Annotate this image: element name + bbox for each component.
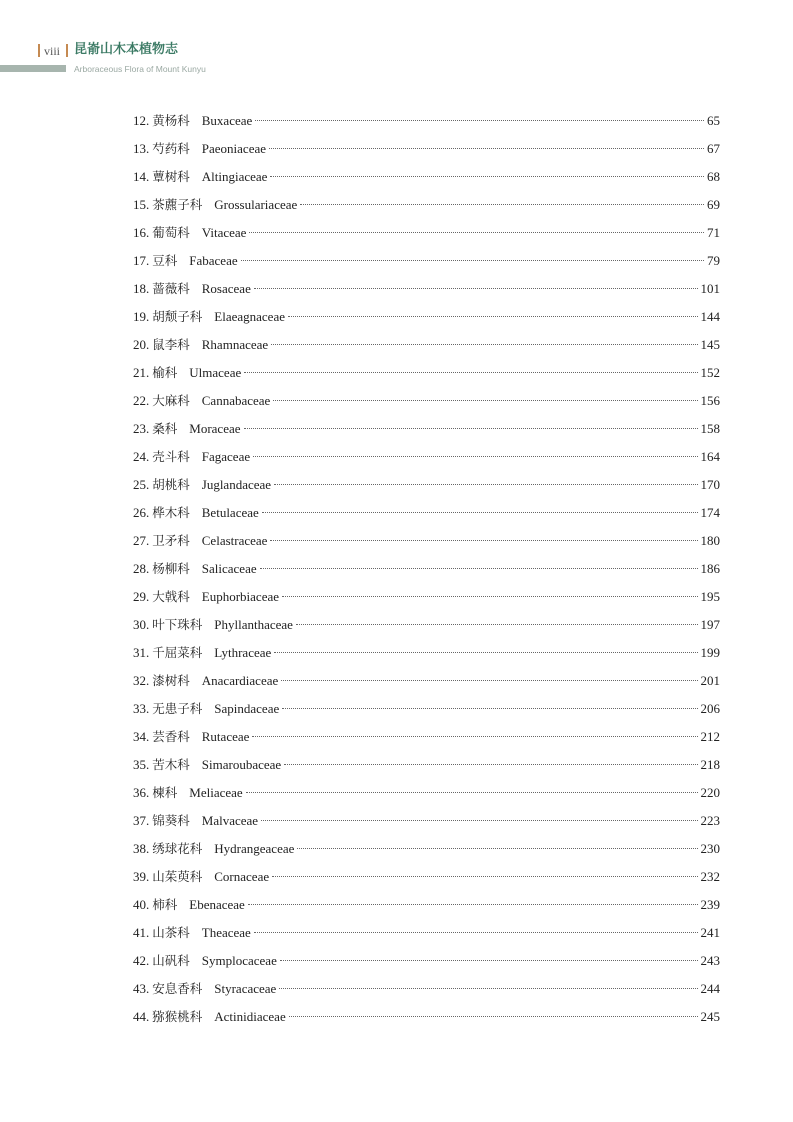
toc-entry-number: 37. [133, 813, 150, 828]
toc-entry-latin-name: Hydrangeaceae [214, 841, 295, 856]
toc-entry-latin-name: Buxaceae [201, 113, 253, 128]
toc-entry-number: 41. [133, 925, 150, 940]
toc-entry[interactable] [133, 532, 720, 560]
toc-entry-page: 195 [700, 589, 720, 604]
toc-entry-page: 101 [700, 281, 720, 296]
toc-entry-chinese-name: 壳斗科 [152, 449, 190, 464]
header-accent-bar [0, 65, 66, 72]
toc-entry-number: 24. [133, 449, 150, 464]
toc-entry-number: 40. [133, 897, 150, 912]
toc-dot-leader [255, 120, 704, 121]
toc-entry-latin-name: Styracaceae [214, 981, 277, 996]
toc-entry[interactable] [133, 504, 720, 532]
toc-entry[interactable] [133, 280, 720, 308]
toc-entry[interactable] [133, 868, 720, 896]
toc-entry[interactable] [133, 112, 720, 140]
toc-entry-latin-name: Fagaceae [201, 449, 251, 464]
header-divider-left [38, 44, 40, 57]
toc-entry-chinese-name: 大戟科 [152, 589, 190, 604]
toc-entry-page: 144 [700, 309, 720, 324]
toc-entry-page: 68 [707, 169, 720, 184]
toc-entry-latin-name: Ebenaceae [189, 897, 245, 912]
toc-entry[interactable] [133, 756, 720, 784]
toc-entry-page: 218 [700, 757, 720, 772]
toc-entry-latin-name: Malvaceae [201, 813, 259, 828]
toc-entry-chinese-name: 叶下珠科 [152, 617, 203, 632]
toc-entry-chinese-name: 葡萄科 [152, 225, 190, 240]
toc-entry[interactable] [133, 700, 720, 728]
toc-entry-number: 34. [133, 729, 150, 744]
toc-entry-number: 20. [133, 337, 150, 352]
toc-entry-page: 186 [700, 561, 720, 576]
toc-entry-chinese-name: 柿科 [152, 897, 178, 912]
toc-entry-chinese-name: 山茱萸科 [152, 869, 203, 884]
toc-entry-page: 212 [700, 729, 720, 744]
toc-entry-page: 241 [700, 925, 720, 940]
toc-entry[interactable] [133, 728, 720, 756]
toc-dot-leader [270, 540, 697, 541]
toc-entry[interactable] [133, 392, 720, 420]
toc-entry-number: 26. [133, 505, 150, 520]
toc-entry[interactable] [133, 812, 720, 840]
toc-entry-latin-name: Salicaceae [201, 561, 257, 576]
toc-entry-page: 152 [700, 365, 720, 380]
toc-dot-leader [260, 568, 698, 569]
toc-entry-chinese-name: 豆科 [152, 253, 178, 268]
toc-dot-leader [284, 764, 697, 765]
table-of-contents [133, 112, 720, 1036]
toc-dot-leader [273, 400, 697, 401]
book-title: 昆嵛山木本植物志 [74, 42, 179, 57]
toc-dot-leader [244, 428, 698, 429]
toc-dot-leader [261, 820, 697, 821]
toc-dot-leader [248, 904, 698, 905]
toc-entry[interactable] [133, 1008, 720, 1036]
toc-entry-number: 16. [133, 225, 150, 240]
toc-entry-latin-name: Theaceae [201, 925, 251, 940]
toc-entry-chinese-name: 楝科 [152, 785, 178, 800]
toc-dot-leader [272, 876, 697, 877]
toc-entry-number: 15. [133, 197, 150, 212]
toc-entry-latin-name: Cannabaceae [201, 393, 271, 408]
toc-entry-page: 79 [707, 253, 720, 268]
toc-entry-chinese-name: 胡颓子科 [152, 309, 203, 324]
toc-entry-latin-name: Simaroubaceae [201, 757, 282, 772]
toc-entry-number: 36. [133, 785, 150, 800]
toc-dot-leader [296, 624, 698, 625]
toc-entry-number: 19. [133, 309, 150, 324]
toc-dot-leader [282, 708, 697, 709]
toc-entry[interactable] [133, 616, 720, 644]
toc-entry-chinese-name: 蕈树科 [152, 169, 190, 184]
toc-entry[interactable] [133, 840, 720, 868]
toc-entry-number: 21. [133, 365, 150, 380]
toc-entry-page: 145 [700, 337, 720, 352]
toc-entry-latin-name: Moraceae [189, 421, 241, 436]
toc-entry-latin-name: Vitaceae [201, 225, 247, 240]
toc-entry[interactable] [133, 336, 720, 364]
book-subtitle: Arboraceous Flora of Mount Kunyu [74, 64, 206, 74]
toc-entry[interactable] [133, 560, 720, 588]
toc-entry-page: 239 [700, 897, 720, 912]
toc-entry-number: 39. [133, 869, 150, 884]
toc-dot-leader [271, 344, 697, 345]
toc-dot-leader [274, 484, 697, 485]
toc-entry-latin-name: Sapindaceae [214, 701, 280, 716]
toc-entry-number: 27. [133, 533, 150, 548]
toc-entry[interactable] [133, 784, 720, 812]
toc-dot-leader [270, 176, 704, 177]
toc-dot-leader [269, 148, 704, 149]
toc-dot-leader [254, 288, 698, 289]
toc-entry-page: 244 [700, 981, 720, 996]
toc-entry-chinese-name: 无患子科 [152, 701, 203, 716]
toc-entry-number: 32. [133, 673, 150, 688]
toc-entry-latin-name: Ulmaceae [189, 365, 242, 380]
toc-entry-page: 69 [707, 197, 720, 212]
toc-entry-chinese-name: 芍药科 [152, 141, 190, 156]
toc-entry-number: 43. [133, 981, 150, 996]
toc-entry-latin-name: Anacardiaceae [201, 673, 279, 688]
toc-entry[interactable] [133, 980, 720, 1008]
toc-entry-page: 158 [700, 421, 720, 436]
toc-entry-number: 42. [133, 953, 150, 968]
toc-dot-leader [279, 988, 697, 989]
toc-entry-number: 28. [133, 561, 150, 576]
toc-entry-number: 13. [133, 141, 150, 156]
toc-entry-latin-name: Rhamnaceae [201, 337, 269, 352]
toc-entry-page: 71 [707, 225, 720, 240]
toc-entry[interactable] [133, 896, 720, 924]
toc-entry-chinese-name: 杨柳科 [152, 561, 190, 576]
toc-entry-latin-name: Grossulariaceae [214, 197, 298, 212]
toc-entry-number: 29. [133, 589, 150, 604]
toc-entry-latin-name: Altingiaceae [201, 169, 268, 184]
toc-entry-page: 170 [700, 477, 720, 492]
toc-entry-chinese-name: 安息香科 [152, 981, 203, 996]
toc-entry[interactable] [133, 588, 720, 616]
toc-entry-chinese-name: 山矾科 [152, 953, 190, 968]
toc-entry[interactable] [133, 644, 720, 672]
toc-entry[interactable] [133, 140, 720, 168]
toc-entry-number: 18. [133, 281, 150, 296]
toc-entry-page: 201 [700, 673, 720, 688]
toc-entry-number: 33. [133, 701, 150, 716]
toc-entry-latin-name: Lythraceae [214, 645, 272, 660]
toc-entry-latin-name: Fabaceae [189, 253, 238, 268]
toc-entry-page: 223 [700, 813, 720, 828]
toc-entry-number: 12. [133, 113, 150, 128]
toc-entry[interactable] [133, 448, 720, 476]
toc-dot-leader [300, 204, 704, 205]
toc-entry-latin-name: Paeoniaceae [201, 141, 266, 156]
toc-entry-number: 22. [133, 393, 150, 408]
toc-entry-latin-name: Rutaceae [201, 729, 250, 744]
toc-entry-page: 243 [700, 953, 720, 968]
toc-entry-page: 180 [700, 533, 720, 548]
toc-entry-page: 199 [700, 645, 720, 660]
toc-entry[interactable] [133, 364, 720, 392]
header-divider-mid [66, 44, 68, 57]
toc-entry-page: 174 [700, 505, 720, 520]
toc-dot-leader [249, 232, 704, 233]
toc-entry-page: 164 [700, 449, 720, 464]
toc-entry-number: 14. [133, 169, 150, 184]
toc-entry-latin-name: Elaeagnaceae [214, 309, 285, 324]
toc-entry[interactable] [133, 672, 720, 700]
page-number: viii [44, 44, 61, 58]
toc-entry-latin-name: Euphorbiaceae [201, 589, 279, 604]
toc-entry-page: 67 [707, 141, 720, 156]
toc-dot-leader [252, 736, 697, 737]
toc-entry-chinese-name: 鼠李科 [152, 337, 190, 352]
toc-entry-latin-name: Symplocaceae [201, 953, 277, 968]
toc-entry-chinese-name: 苦木科 [152, 757, 190, 772]
toc-entry-latin-name: Rosaceae [201, 281, 251, 296]
toc-entry-page: 230 [700, 841, 720, 856]
toc-entry-chinese-name: 榆科 [152, 365, 178, 380]
toc-entry-chinese-name: 猕猴桃科 [152, 1009, 203, 1024]
toc-entry-chinese-name: 山茶科 [152, 925, 190, 940]
toc-entry-latin-name: Juglandaceae [201, 477, 272, 492]
toc-entry-number: 17. [133, 253, 150, 268]
toc-entry-number: 35. [133, 757, 150, 772]
toc-entry-latin-name: Betulaceae [201, 505, 259, 520]
toc-entry-chinese-name: 大麻科 [152, 393, 190, 408]
toc-entry-number: 38. [133, 841, 150, 856]
toc-entry-latin-name: Meliaceae [189, 785, 243, 800]
toc-entry-chinese-name: 千屈菜科 [152, 645, 203, 660]
toc-entry-page: 245 [700, 1009, 720, 1024]
toc-dot-leader [280, 960, 698, 961]
toc-entry-number: 23. [133, 421, 150, 436]
toc-dot-leader [281, 680, 697, 681]
toc-entry[interactable] [133, 420, 720, 448]
toc-entry-page: 220 [700, 785, 720, 800]
toc-entry-latin-name: Phyllanthaceae [214, 617, 293, 632]
toc-entry-latin-name: Celastraceae [201, 533, 268, 548]
toc-entry[interactable] [133, 168, 720, 196]
toc-entry-chinese-name: 桦木科 [152, 505, 190, 520]
toc-entry[interactable] [133, 476, 720, 504]
toc-entry[interactable] [133, 308, 720, 336]
toc-dot-leader [241, 260, 704, 261]
toc-entry-number: 31. [133, 645, 150, 660]
toc-dot-leader [262, 512, 698, 513]
toc-entry-number: 30. [133, 617, 150, 632]
toc-dot-leader [246, 792, 698, 793]
toc-entry-page: 65 [707, 113, 720, 128]
toc-entry-chinese-name: 漆树科 [152, 673, 190, 688]
page-header [0, 40, 793, 80]
toc-entry[interactable] [133, 252, 720, 280]
toc-entry-chinese-name: 茶藨子科 [152, 197, 203, 212]
toc-entry-chinese-name: 锦葵科 [152, 813, 190, 828]
toc-entry-number: 25. [133, 477, 150, 492]
toc-entry-page: 232 [700, 869, 720, 884]
toc-entry[interactable] [133, 224, 720, 252]
toc-entry[interactable] [133, 952, 720, 980]
toc-dot-leader [288, 316, 698, 317]
toc-dot-leader [297, 848, 697, 849]
toc-dot-leader [274, 652, 697, 653]
toc-dot-leader [244, 372, 697, 373]
toc-entry-latin-name: Actinidiaceae [214, 1009, 286, 1024]
toc-dot-leader [282, 596, 698, 597]
toc-entry-chinese-name: 绣球花科 [152, 841, 203, 856]
toc-entry-latin-name: Cornaceae [214, 869, 270, 884]
toc-entry-chinese-name: 桑科 [152, 421, 178, 436]
toc-entry-chinese-name: 胡桃科 [152, 477, 190, 492]
toc-entry-page: 156 [700, 393, 720, 408]
toc-entry-chinese-name: 芸香科 [152, 729, 190, 744]
toc-dot-leader [253, 456, 697, 457]
toc-entry-page: 206 [700, 701, 720, 716]
toc-entry-number: 44. [133, 1009, 150, 1024]
toc-entry-chinese-name: 黄杨科 [152, 113, 190, 128]
toc-entry-chinese-name: 卫矛科 [152, 533, 190, 548]
toc-entry-page: 197 [700, 617, 720, 632]
toc-entry[interactable] [133, 924, 720, 952]
toc-entry[interactable] [133, 196, 720, 224]
toc-dot-leader [254, 932, 698, 933]
toc-dot-leader [289, 1016, 698, 1017]
toc-entry-chinese-name: 蔷薇科 [152, 281, 190, 296]
